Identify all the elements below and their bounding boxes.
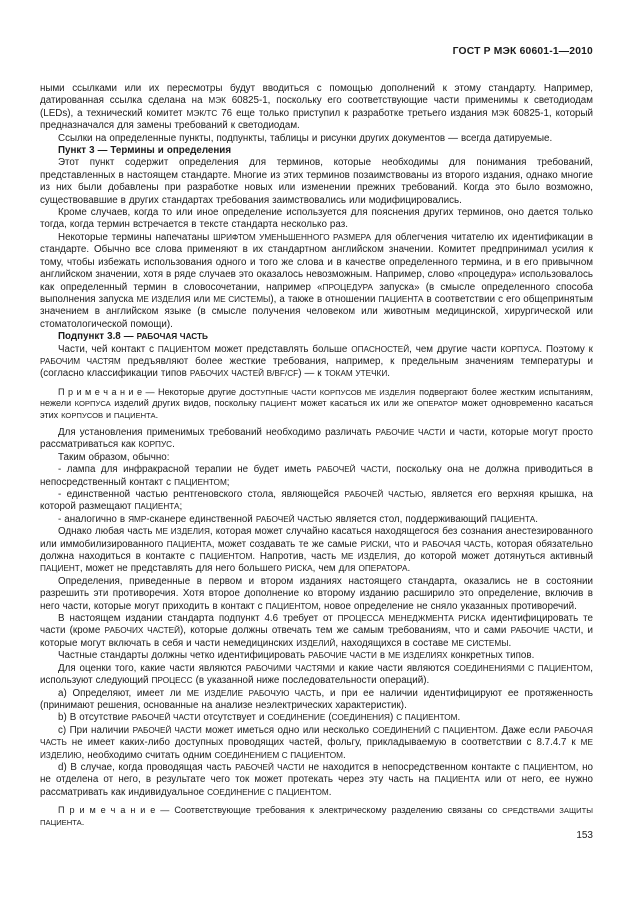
defined-term: СОЕДИНЕНИЕ С ПАЦИЕНТОМ xyxy=(207,787,329,797)
paragraph: Кроме случаев, когда то или иное определение используется для пояснения других терминов, оно дается только тогда, когда термин встречается в тексте стандарта несколько раз. xyxy=(40,207,593,231)
defined-term: ПАЦИЕНТОМ xyxy=(265,601,319,611)
defined-term: ПРОЦЕСС xyxy=(151,676,193,686)
defined-term: ОПЕРАТОРА xyxy=(358,564,408,574)
defined-term: С ПАЦИЕНТОМ xyxy=(396,713,458,723)
paragraph: Таким образом, обычно: xyxy=(58,451,170,463)
defined-term: СОЕДИНЕНИЙ С ПАЦИЕНТОМ xyxy=(372,725,496,735)
defined-term: РАБОЧАЯ ЧАСТЬ xyxy=(421,539,491,549)
defined-term: ПАЦИЕНТОМ xyxy=(523,762,576,772)
defined-term: КОРПУСОВ xyxy=(61,410,104,420)
defined-term: РАБОЧИЕ ЧАСТИ xyxy=(375,427,446,437)
defined-term: РАБОЧИМИ ЧАСТЯМИ xyxy=(245,663,336,673)
paragraph: В настоящем издании стандарта подпункт 4.6 требует от ПРОЦЕССА МЕНЕДЖМЕНТА РИСКА идентифицировать те части (кроме РАБОЧИХ ЧАСТЕЙ), которые должны отвечать тем же самым требованиям, что и сами РАБОЧИЕ ЧАСТИ, и которые могут включать в себя и части немедицинских ИЗДЕЛИЙ, находящихся в составе МЕ СИСТЕМЫ. xyxy=(40,613,594,649)
paragraph: Для установления применимых требований необходимо различать РАБОЧИЕ ЧАСТИ и части, которые могут просто рассматриваться как КОРПУС. xyxy=(40,426,593,451)
defined-term: МЕ СИСТЕМЫ xyxy=(213,294,271,304)
defined-term: МЕ ИЗДЕЛИЮ xyxy=(40,738,593,760)
defined-term: МЕ ИЗДЕЛИЯХ xyxy=(388,651,448,661)
defined-term: КОРПУСА xyxy=(500,344,540,354)
defined-term: ШРИФТОМ УМЕНЬШЕННОГО РАЗМЕРА xyxy=(213,232,372,242)
paragraph: - лампа для инфракрасной терапии не будет иметь РАБОЧЕЙ ЧАСТИ, поскольку она не должна приводиться в непосредственный контакт с ПАЦИЕНТОМ; xyxy=(40,464,593,488)
defined-term: ПРОЦЕДУРА xyxy=(322,282,374,292)
paragraph: - аналогично в ЯМР-сканере единственной РАБОЧЕЙ ЧАСТЬЮ является стол, поддерживающий ПАЦИЕНТА. xyxy=(58,513,538,525)
note-paragraph: П р и м е ч а н и е — Некоторые другие ДОСТУПНЫЕ ЧАСТИ КОРПУСОВ МЕ ИЗДЕЛИЯ подвергают более жестким испытаниям, нежели КОРПУСА изделий других видов, поскольку ПАЦИЕНТ может касаться их или же ОПЕРАТОР может одновременно касаться этих КОРПУСОВ и ПАЦИЕНТА. xyxy=(40,386,594,420)
defined-term: ПАЦИЕНТОМ xyxy=(199,552,253,562)
defined-term: РАБОЧЕЙ ЧАСТИ xyxy=(132,725,202,735)
paragraph: Определения, приведенные в первом и втором изданиях настоящего стандарта, оказались не в состоянии разрешить эти противоречия. Хотя второе дополнение ко второму изданию расширило это определение, включив в него части, которые могут приходить в контакт с ПАЦИЕНТОМ, новое определение не сняло указанных противоречий. xyxy=(40,575,593,612)
paragraph: a) Определяют, имеет ли МЕ ИЗДЕЛИЕ РАБОЧУЮ ЧАСТЬ, и при ее наличии идентифицируют ее протяженность (принимают решения, основанные на анализе неэлектрических характеристик). xyxy=(40,687,593,711)
paragraph: Для оценки того, какие части являются РАБОЧИМИ ЧАСТЯМИ и какие части являются СОЕДИНЕНИЯМИ С ПАЦИЕНТОМ, используют следующий ПРОЦЕСС (в указанной ниже последовательности операций). xyxy=(40,662,594,687)
document-body xyxy=(40,83,593,834)
note-paragraph: П р и м е ч а н и е — Соответствующие требования к электрическому разделению связаны со СРЕДСТВАМИ ЗАЩИТЫ ПАЦИЕНТА. xyxy=(40,805,593,827)
paragraph: c) При наличии РАБОЧЕЙ ЧАСТИ может иметься одно или несколько СОЕДИНЕНИЙ С ПАЦИЕНТОМ. Даже если РАБОЧАЯ ЧАСТЬ не имеет каких-либо доступных проводящих частей, фольгу, прикладываемую в соответствии с 8.7.4.7 к МЕ ИЗДЕЛИЮ, необходимо считать одним СОЕДИНЕНИЕМ С ПАЦИЕНТОМ. xyxy=(40,724,593,761)
defined-term: РАБОЧАЯ ЧАСТЬ xyxy=(40,725,593,748)
defined-term: СОЕДИНЕНИЯ xyxy=(331,713,390,723)
paragraph: Ссылки на определенные пункты, подпункты, таблицы и рисунки других документов — всегда датируемые. xyxy=(58,132,553,144)
defined-term: МЕ ИЗДЕЛИЯ xyxy=(341,552,397,562)
paragraph: ными ссылками или их пересмотры будут вводиться с помощью дополнений к этому стандарту. Например, датированная ссылка сделана на МЭК 60825-1, поскольку его соответствующие части применимы к светодиодам (LEDs), а технический комитет МЭК/ТС 76 еще только приступил к разработке третьего издания МЭК 60825-1, который предназначался для замены требований к светодиодам. xyxy=(40,83,594,132)
defined-term: МЕ ИЗДЕЛИЕ РАБОЧУЮ ЧАСТЬ xyxy=(186,688,322,698)
defined-term: МЕ СИСТЕМЫ xyxy=(451,638,509,648)
defined-term: РАБОЧИХ ЧАСТЕЙ xyxy=(104,626,181,636)
paragraph: Однако любая часть МЕ ИЗДЕЛИЯ, которая может случайно касаться находящегося без сознания анестезированного или иммобилизированного ПАЦИЕНТА, может создавать те же самые РИСКИ, что и РАБОЧАЯ ЧАСТЬ, которая обязательно должна находиться в контакте с ПАЦИЕНТОМ. Напротив, часть МЕ ИЗДЕЛИЯ, до которой может дотянуться активный ПАЦИЕНТ, может не представлять для него большего РИСКА, чем для ОПЕРАТОРА. xyxy=(40,526,593,575)
paragraph: d) В случае, когда проводящая часть РАБОЧЕЙ ЧАСТИ не находится в непосредственном контакте с ПАЦИЕНТОМ, но не отделена от него, в результате чего ток может протекать через эту часть на ПАЦИЕНТА или от него, ее нужно рассматривать как индивидуальное СОЕДИНЕНИЕ С ПАЦИЕНТОМ. xyxy=(40,761,594,798)
defined-term: РАБОЧЕЙ ЧАСТЬЮ xyxy=(344,490,424,499)
defined-term: РИСКИ xyxy=(360,539,389,549)
section-heading: Пункт 3 — Термины и определения xyxy=(58,145,232,157)
defined-term: ОПЕРАТОР xyxy=(416,399,458,409)
paragraph: Части, чей контакт с ПАЦИЕНТОМ может представлять больше ОПАСНОСТЕЙ, чем другие части КОРПУСА. Поэтому к РАБОЧИМ ЧАСТЯМ предъявляют более жесткие требования, например, к предельным значениям температуры и (согласно классификации типов РАБОЧИХ ЧАСТЕЙ B/BF/CF) — к ТОКАМ УТЕЧКИ. xyxy=(40,343,593,380)
defined-term: ТОКАМ УТЕЧКИ xyxy=(324,369,388,379)
defined-term: ПАЦИЕНТА xyxy=(378,294,424,304)
defined-term: ДОСТУПНЫЕ ЧАСТИ КОРПУСОВ МЕ ИЗДЕЛИЯ xyxy=(239,387,416,397)
defined-term: ПАЦИЕНТА xyxy=(490,514,536,524)
defined-term: РИСКА xyxy=(285,564,313,574)
defined-term: КОРПУС xyxy=(138,440,173,450)
defined-term: МЭК xyxy=(491,108,510,118)
defined-term: МЭК xyxy=(208,96,226,106)
defined-term: РАБОЧЕЙ ЧАСТИ xyxy=(131,713,201,723)
defined-term: РАБОЧЕЙ ЧАСТЬЮ xyxy=(255,514,333,524)
defined-term: МЭК/ТС xyxy=(186,108,218,118)
defined-term: ЯМР xyxy=(128,514,147,524)
defined-term: РАБОЧАЯ ЧАСТЬ xyxy=(136,332,208,342)
paragraph: Этот пункт содержит определения для терминов, которые необходимы для понимания требований, представленных в настоящем стандарте. Многие из этих терминов позаимствованы из второго издания, однако многие из них были добавлены при разработке новых или изменении прежних требований. Когда это было возможно, существовавшие в других стандартах требования заимствовались или модифицировались. xyxy=(40,157,593,206)
defined-term: СОЕДИНЕНИЯМИ С ПАЦИЕНТОМ xyxy=(453,663,591,673)
defined-term: РАБОЧЕЙ ЧАСТИ xyxy=(235,762,305,772)
defined-term: ОПАСНОСТЕЙ xyxy=(351,344,410,354)
defined-term: ПАЦИЕНТ xyxy=(40,564,80,574)
defined-term: ИЗДЕЛИЙ xyxy=(296,638,336,648)
defined-term: РАБОЧИЕ ЧАСТИ xyxy=(308,651,377,661)
defined-term: РАБОЧИХ ЧАСТЕЙ B/BF/CF xyxy=(189,369,299,379)
defined-term: СОЕДИНЕНИЕ xyxy=(267,713,326,723)
defined-term: ПАЦИЕНТА xyxy=(113,410,156,420)
paragraph: Некоторые термины напечатаны ШРИФТОМ УМЕНЬШЕННОГО РАЗМЕРА для облегчения читателю их идентификации в стандарте. Обычно все слова применяют в их стандартном английском значении. Комитет предпринимал усилия к тому, чтобы избежать использования одного и того же слова и в качестве определенного термина, и в его привычном английском значении, хотя в ряде случаев это оказалось невозможным. Например, слово «процедура» использовалось как определенный термин в словосочетании, например «ПРОЦЕДУРА запуска» (в смысле определенного способа выполнения запуска МЕ ИЗДЕЛИЯ или МЕ СИСТЕМЫ), а также в отношении ПАЦИЕНТА в соответствии с его общепринятым значением в английском языке (в смысле получения человеком или животным медицинской, хирургической или стоматологической помощи). xyxy=(40,231,593,330)
defined-term: ПАЦИЕНТА xyxy=(134,502,180,512)
page-number: 153 xyxy=(576,830,593,841)
defined-term: ПАЦИЕНТОМ xyxy=(174,477,227,487)
defined-term: РАБОЧИЕ ЧАСТИ xyxy=(510,626,581,636)
defined-term: ПРОЦЕССА МЕНЕДЖМЕНТА РИСКА xyxy=(337,614,486,624)
paragraph: - единственной частью рентгеновского стола, являющейся РАБОЧЕЙ ЧАСТЬЮ, является его верхняя крышка, на которой размещают ПАЦИЕНТА; xyxy=(40,489,593,513)
defined-term: МЕ ИЗДЕЛИЯ xyxy=(155,527,210,537)
defined-term: КОРПУСА xyxy=(74,399,111,409)
paragraph: Частные стандарты должны четко идентифицировать РАБОЧИЕ ЧАСТИ в МЕ ИЗДЕЛИЯХ конкретных типов. xyxy=(58,650,535,662)
defined-term: РАБОЧИМ ЧАСТЯМ xyxy=(40,356,121,366)
defined-term: ПАЦИЕНТА xyxy=(434,775,480,785)
defined-term: ПАЦИЕНТ xyxy=(260,399,297,409)
defined-term: ПАЦИЕНТОМ xyxy=(157,344,211,354)
defined-term: ПАЦИЕНТА xyxy=(166,539,212,549)
defined-term: СРЕДСТВАМИ ЗАЩИТЫ ПАЦИЕНТА xyxy=(40,806,593,827)
defined-term: МЕ ИЗДЕЛИЯ xyxy=(136,294,191,304)
defined-term: РАБОЧЕЙ ЧАСТИ xyxy=(316,465,388,475)
defined-term: СОЕДИНЕНИЕМ С ПАЦИЕНТОМ xyxy=(214,750,343,760)
paragraph: b) В отсутствие РАБОЧЕЙ ЧАСТИ отсутствует и СОЕДИНЕНИЕ (СОЕДИНЕНИЯ) С ПАЦИЕНТОМ. xyxy=(58,712,461,724)
section-heading: Подпункт 3.8 — РАБОЧАЯ ЧАСТЬ xyxy=(58,331,208,343)
running-header: ГОСТ Р МЭК 60601-1—2010 xyxy=(452,46,593,57)
